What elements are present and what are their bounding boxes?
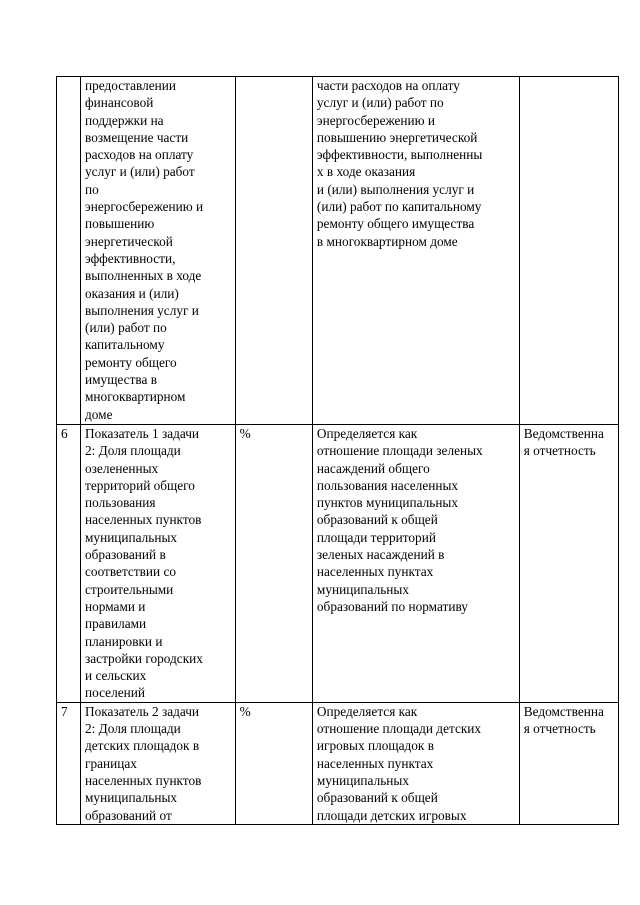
source-cell	[519, 77, 618, 425]
source-cell: Ведомственна я отчетность	[519, 425, 618, 703]
method-cell: части расходов на оплату услуг и (или) работ по энергосбережению и повышению энергетической эффективности, выполненны х в ходе оказания и (или) выполнения услуг и (или) работ по капитальному ремонту общего имущества в многоквартирном доме	[312, 77, 519, 425]
unit-cell: %	[235, 425, 312, 703]
table-row	[57, 425, 619, 703]
method-cell: Определяется как отношение площади детских игровых площадок в населенных пунктах муниципальных образований к общей площади детских игровых	[312, 702, 519, 824]
table-row	[57, 702, 619, 824]
row-number-cell: 7	[57, 702, 81, 824]
table-row	[57, 77, 619, 425]
unit-cell: %	[235, 702, 312, 824]
row-number-cell	[57, 77, 81, 425]
indicators-table	[56, 76, 619, 825]
indicator-cell: Показатель 1 задачи 2: Доля площади озелененных территорий общего пользования населенных пунктов муниципальных образований в соответствии со строительными нормами и правилами планировки и застройки городских и сельских поселений	[81, 425, 236, 703]
indicator-cell: Показатель 2 задачи 2: Доля площади детских площадок в границах населенных пунктов муниципальных образований от	[81, 702, 236, 824]
indicator-cell: предоставлении финансовой поддержки на возмещение части расходов на оплату услуг и (или) работ по энергосбережению и повышению энергетической эффективности, выполненных в ходе оказания и (или) выполнения услуг и (или) работ по капитальному ремонту общего имущества в многоквартирном доме	[81, 77, 236, 425]
source-cell: Ведомственна я отчетность	[519, 702, 618, 824]
unit-cell	[235, 77, 312, 425]
row-number-cell: 6	[57, 425, 81, 703]
method-cell: Определяется как отношение площади зеленых насаждений общего пользования населенных пунктов муниципальных образований к общей площади территорий зеленых насаждений в населенных пунктах муниципальных образований по нормативу	[312, 425, 519, 703]
